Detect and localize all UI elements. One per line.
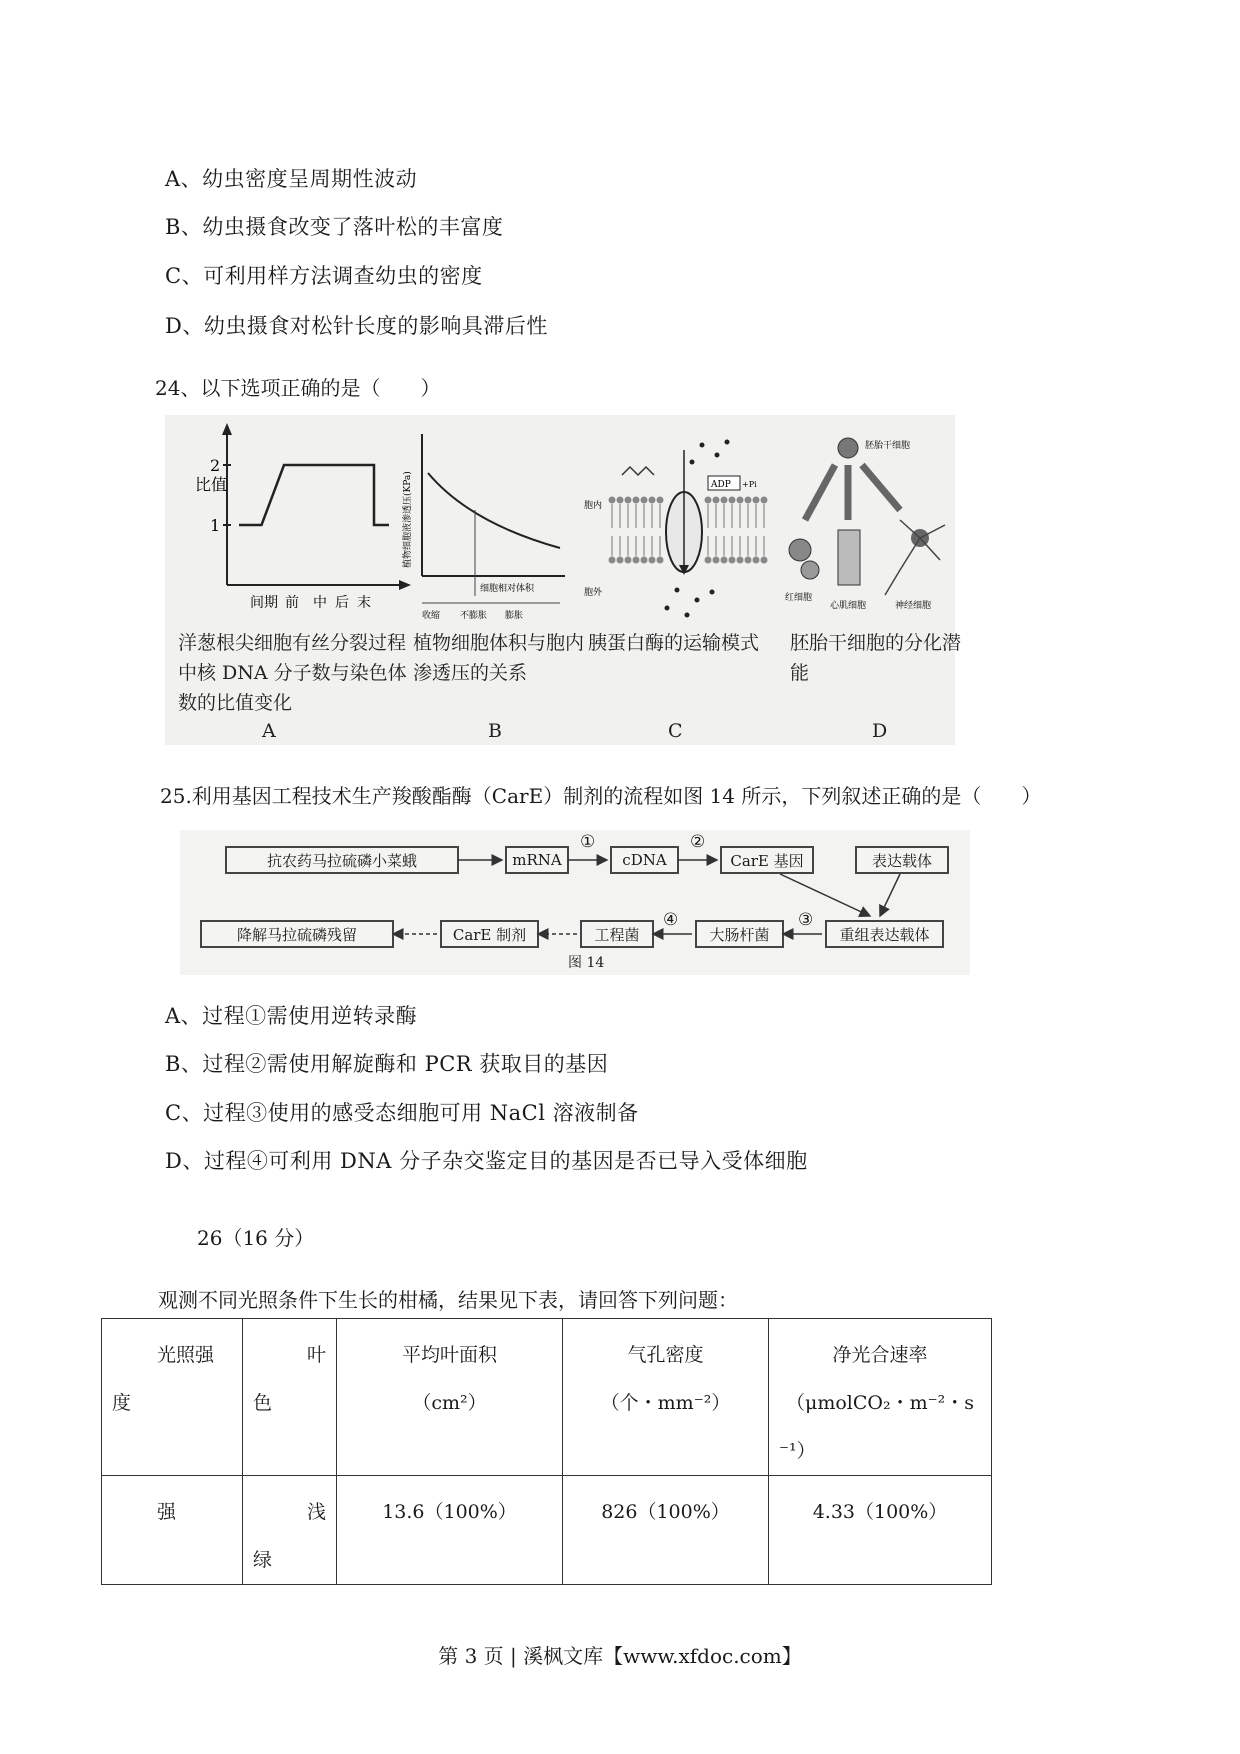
flow-node-engineered-bacteria: 工程菌 [580, 920, 654, 948]
lipid-head [633, 497, 640, 504]
figure-d-differentiation [780, 420, 960, 620]
lipid-head [753, 497, 760, 504]
lipid-head [721, 497, 728, 504]
figure-14-caption: 图 14 [568, 955, 605, 971]
header-stomata-density: 气孔密度 （个・mm⁻²） [563, 1319, 769, 1476]
header-leaf-color: 叶 色 [243, 1319, 337, 1476]
chart-a-ytick: 2 [210, 456, 221, 475]
flow-node-mrna: mRNA [505, 846, 569, 874]
svg-text:+Pi: +Pi [742, 480, 757, 489]
lipid-head [705, 497, 712, 504]
svg-text:心肌细胞: 心肌细胞 [830, 601, 867, 611]
step-1-label: ① [580, 832, 596, 852]
lipid-head [657, 497, 664, 504]
header-net-photosynthesis: 净光合速率 （μmolCO₂・m⁻²・s ⁻¹） [769, 1319, 992, 1476]
chart-a-ylabel: 比值 [195, 475, 228, 494]
flow-node-degrade-residue: 降解马拉硫磷残留 [200, 920, 394, 948]
chart-a [165, 415, 415, 615]
heart-muscle-cell [838, 530, 860, 585]
chart-a-y-arrow [222, 423, 232, 435]
svg-text:神经细胞: 神经细胞 [895, 601, 932, 611]
lipid-head [729, 497, 736, 504]
caption-d: 胚胎干细胞的分化潜能 [790, 632, 962, 684]
lipid-head [721, 557, 728, 564]
lipid-head [737, 497, 744, 504]
lipid-head [609, 557, 616, 564]
question-26-title: 26（16 分） [197, 1226, 315, 1250]
chart-b [400, 428, 570, 628]
lipid-head [649, 557, 656, 564]
chart-b-ylabel: 植物细胞液渗透压(KPa) [403, 471, 413, 568]
table-header-row [102, 1319, 992, 1476]
step-3-label: ③ [798, 910, 814, 930]
lipid-head [625, 497, 632, 504]
lipid-head [641, 497, 648, 504]
lipid-head [657, 557, 664, 564]
lipid-head [641, 557, 648, 564]
header-light: 光照强 度 [102, 1319, 243, 1476]
chart-b-xlabel: 细胞相对体积 [480, 584, 535, 594]
chart-a-xtick: 前 [285, 595, 299, 611]
label-outside: 胞外 [584, 588, 603, 598]
flow-node-care-gene: CarE 基因 [720, 846, 814, 874]
chart-a-xtick: 中 [313, 595, 327, 611]
lipid-head [713, 497, 720, 504]
letter-b: B [488, 720, 502, 742]
q25-option-d: D、过程④可利用 DNA 分子杂交鉴定目的基因是否已导入受体细胞 [165, 1149, 808, 1173]
flow-node-moth: 抗农药马拉硫磷小菜蛾 [225, 846, 459, 874]
lipid-head [761, 497, 768, 504]
flow-node-cdna: cDNA [610, 846, 679, 874]
step-4-label: ④ [663, 910, 679, 930]
caption-a: 洋葱根尖细胞有丝分裂过程中核 DNA 分子数与染色体数的比值变化 [178, 632, 407, 714]
red-blood-cell [789, 539, 811, 561]
cell-leaf-color: 浅 绿 [243, 1476, 337, 1585]
lipid-head [617, 557, 624, 564]
chart-a-series-line [239, 465, 389, 525]
header-leaf-area: 平均叶面积 （cm²） [337, 1319, 563, 1476]
svg-text:胚胎干细胞: 胚胎干细胞 [865, 441, 911, 451]
letter-d: D [872, 720, 888, 742]
option-a: A、幼虫密度呈周期性波动 [165, 167, 418, 191]
chart-b-annotation-shrink: 收缩 [422, 611, 441, 621]
step-2-label: ② [690, 832, 706, 852]
lipid-head [753, 557, 760, 564]
lipid-head [737, 557, 744, 564]
lipid-head [625, 557, 632, 564]
caption-b: 植物细胞体积与胞内渗透压的关系 [413, 632, 585, 684]
lipid-head [649, 497, 656, 504]
option-d: D、幼虫摄食对松针长度的影响具滞后性 [165, 314, 548, 338]
lipid-head [745, 497, 752, 504]
chart-b-annotation-swell: 膨胀 [505, 611, 524, 621]
letter-a: A [262, 720, 276, 742]
chart-a-xtick: 末 [357, 595, 371, 611]
cell-light-strong: 强 [102, 1476, 243, 1585]
figure-14-flowchart [180, 830, 970, 975]
lipid-head [745, 557, 752, 564]
question-24-stem: 24、以下选项正确的是（ ） [155, 376, 441, 400]
flow-node-recombinant-vector: 重组表达载体 [825, 920, 944, 948]
chart-a-xtick: 后 [335, 595, 349, 611]
option-b: B、幼虫摄食改变了落叶松的丰富度 [165, 215, 504, 239]
cell-photosynthesis: 4.33（100%） [769, 1476, 992, 1585]
lipid-head [761, 557, 768, 564]
cell-leaf-area: 13.6（100%） [337, 1476, 563, 1585]
lipid-head [705, 557, 712, 564]
stem-cell [838, 438, 858, 458]
question-25-stem: 25.利用基因工程技术生产羧酸酯酶（CarE）制剂的流程如图 14 所示，下列叙述正确的是（ ） [160, 784, 1042, 808]
svg-text:红细胞: 红细胞 [785, 593, 813, 603]
lipid-head [617, 497, 624, 504]
chart-b-annotation-nonswell: 不膨胀 [460, 611, 488, 621]
flow-node-care-preparation: CarE 制剂 [440, 920, 539, 948]
question-26-stem: 观测不同光照条件下生长的柑橘，结果见下表，请回答下列问题： [158, 1288, 738, 1312]
data-table [101, 1318, 992, 1585]
lipid-head [729, 557, 736, 564]
lipid-head [609, 497, 616, 504]
lipid-head [713, 557, 720, 564]
flow-node-vector: 表达载体 [855, 846, 949, 874]
caption-c: 胰蛋白酶的运输模式 [588, 632, 760, 654]
table-row [102, 1476, 992, 1585]
flow-node-ecoli: 大肠杆菌 [695, 920, 784, 948]
page-footer: 第 3 页 | 溪枫文库【www.xfdoc.com】 [438, 1644, 802, 1668]
chart-b-curve [428, 473, 560, 548]
letter-c: C [668, 720, 683, 742]
svg-text:ADP: ADP [711, 480, 731, 490]
option-c: C、可利用样方法调查幼虫的密度 [165, 264, 483, 288]
q25-option-b: B、过程②需使用解旋酶和 PCR 获取目的基因 [165, 1052, 609, 1076]
chart-a-xtick: 间期 [250, 595, 278, 611]
figure-c-membrane [582, 420, 777, 620]
q25-option-a: A、过程①需使用逆转录酶 [165, 1004, 418, 1028]
chart-a-ytick: 1 [210, 516, 221, 535]
q25-option-c: C、过程③使用的感受态细胞可用 NaCl 溶液制备 [165, 1101, 639, 1125]
label-inside: 胞内 [584, 501, 603, 511]
lipid-head [633, 557, 640, 564]
cell-stomata: 826（100%） [563, 1476, 769, 1585]
